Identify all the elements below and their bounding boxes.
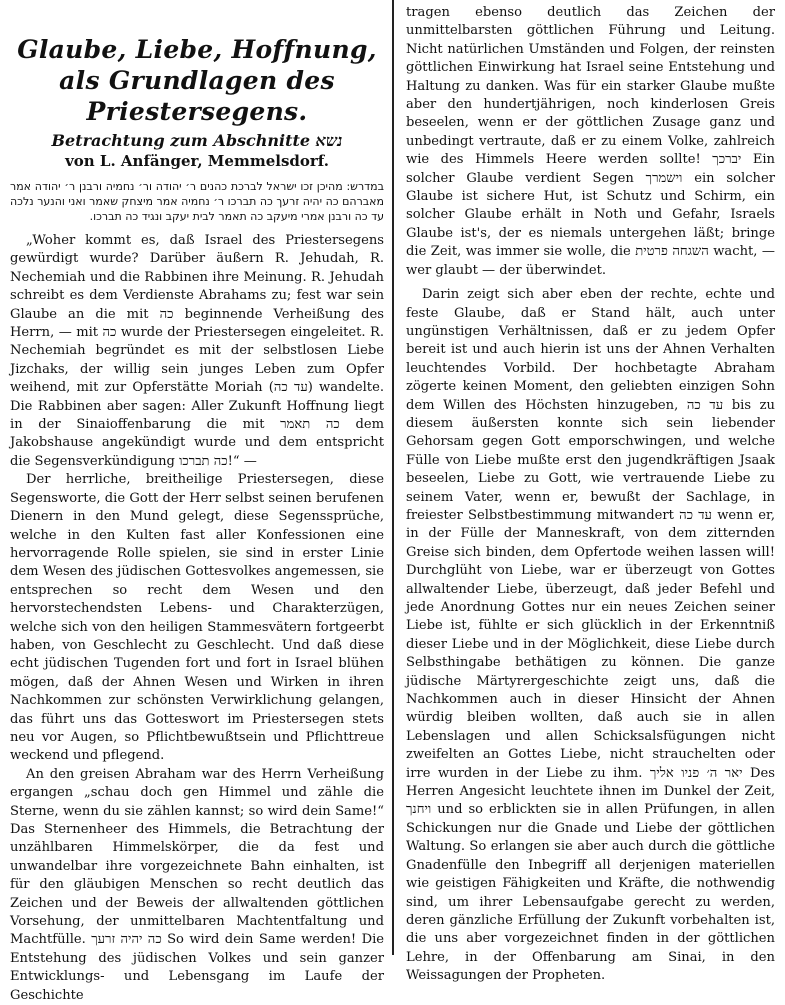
article-subtitle: Betrachtung zum Abschnitte נשא <box>51 131 343 150</box>
article-title <box>10 34 384 127</box>
title-line-1: Glaube, Liebe, Hoffnung, <box>17 35 377 64</box>
hebrew-midrash-quote: במדרש: מהיכן זכו ישראל לברכת כהנים ר׳ יהודה ור׳ נחמיה ורבנן ר׳ יהודה אמר מאברהם כה יהיה זרעך כה תברכו ר׳ נחמיה אמר מיצחק שאמר ואני והנער נלכה עד כה ורבנן אמרי מיעקב כה תאמר לבית יעקב ונגיד כה תברכו. <box>10 180 384 223</box>
paragraph: Der herrliche, breitheilige Priestersegen, diese Segensworte, die Gott der Herr selbst seinen berufenen Dienern in den Mund gelegt, diese Segenssprüche, welche in den Kulten fast aller Konfessionen eine hervorragende Rolle spielen, sie sind in erster Linie dem Wesen des jüdischen Gottesvolkes angemessen, sie entsprechen so recht dem Wesen und den hervorstechendsten Lebens- und Charakterzügen, welche sich von den heiligen Stammesvätern fortgeerbt haben, von Geschlecht zu Geschlecht. Und daß diese echt jüdischen Tugenden fort und fort in Israel blühen mögen, daß der Ahnen Wesen und Wirken in ihren Nachkommen zur schönsten Verwirklichung gelangen, das führt uns das Gotteswort im Priestersegen stets neu vor Augen, so Pflichtbewußtsein und Pflichttreue weckend und pflegend. <box>10 472 384 764</box>
column-divider <box>392 0 394 955</box>
paragraph: „Woher kommt es, daß Israel des Priestersegens gewürdigt wurde? Darüber äußern R. Jehudah, R. Nechemiah und die Rabbinen ihre Meinung. R. Jehudah schreibt es dem Verdienste Abrahams zu; fest war sein Glaube an die mit כה beginnende Verheißung des Herrn, — mit כה wurde der Priestersegen eingeleitet. R. Nechemiah begründet es mit der selbstlosen Liebe Jizchaks, der willig sein junges Leben zum Opfer weihend, mit zur Opferstätte Moriah (עד כה) wandelte. Die Rabbinen aber sagen: Aller Zukunft Hoffnung liegt in der Sinaioffenbarung die mit כה תאמר dem Jakobshause angekündigt wurde und dem entspricht die Segensverkündigung כה תברכו!“ — <box>10 233 385 469</box>
paragraph: tragen ebenso deutlich das Zeichen der unmittelbarsten göttlichen Führung und Leitung. Nicht natürlichen Umständen und Folgen, der reinsten göttlichen Einwirkung hat Israel seine Entstehung und Haltung zu danken. Was für ein starker Glaube mußte aber den hundertjährigen, noch kinderlosen Greis beseelen, wenn er der göttlichen Zusage ganz und unbedingt vertraute, daß er zu einem Volke, zahlreich wie des Himmels Heere werden sollte! יברכך Ein solcher Glaube verdient Segen וישמרך ein solcher Glaube ist sichere Hut, ist Schutz und Schirm, ein solcher Glaube erhält in Noth und Gefahr, Israels Glaube ist's, der es niemals untergehen läßt; bringe die Zeit, was immer sie wolle, die השגחה פרטית wacht, — wer glaubt — der überwindet. <box>406 5 776 278</box>
paragraph: An den greisen Abraham war des Herrn Verheißung ergangen „schau doch gen Himmel und zähle die Sterne, wenn du sie zählen kannst; so wird dein Same!“ Das Sternenheer des Himmels, die Betrachtung der unzählbaren Himmelskörper, die da fest und unwandelbar ihre vorgezeichnete Bahn einhalten, ist für den gläubigen Menschen so recht deutlich das Zeichen und der Beweis der allwaltenden göttlichen Vorsehung, der unmittelbaren Machtentfaltung und Machtfülle. כה יהיה זרעך So wird dein Same werden! Die Entstehung des jüdischen Volkes und sein ganzer Entwicklungs- und Lebensgang im Laufe der Geschichte <box>10 766 384 1003</box>
right-column <box>398 4 779 984</box>
article-byline: von L. Anfänger, Memmelsdorf. <box>65 152 329 170</box>
left-column <box>6 4 390 1003</box>
paragraph: Darin zeigt sich aber eben der rechte, echte und feste Glaube, daß er Stand hält, auch unter ungünstigen Verhältnissen, daß er zu jedem Opfer bereit ist und auch hierin ist uns der Ahnen Verhalten leuchtendes Vorbild. Der hochbetagte Abraham zögerte keinen Moment, den geliebten einzigen Sohn dem Willen des Höchsten hinzugeben, עד כה bis zu diesem äußersten konnte sich sein liebender Gehorsam gegen Gott emporschwingen, und welche Fülle von Liebe mußte erst den jugendkräftigen Jsaak beseelen, Liebe zu Gott, wie vertrauende Liebe zu seinem Vater, wenn er, bewußt der Sachlage, in freiester Selbstbestimmung mitwandert עד כה wenn er, in der Fülle der Manneskraft, von dem zitternden Greise sich binden, dem Opfertode weihen lassen will! Durchglüht von Liebe, war er überzeugt von Gottes allwaltender Liebe, überzeugt, daß jeder Befehl und jede Anordnung Gottes nur ein neues Zeichen seiner Liebe ist, fühlte er sich glücklich in der Erkenntniß dieser Liebe und in der Möglichkeit, diese Liebe durch Selbsthingabe bethätigen zu können. Die ganze jüdische Märtyrergeschichte zeigt uns, daß die Nachkommen auch in dieser Hinsicht der Ahnen würdig bleiben wollten, daß auch sie in allen Lebenslagen und allen Schicksalsfügungen nicht zweifelten an Gottes Liebe, nicht strauchelten oder irre wurden in der Liebe zu ihm. יאר ה׳ פניו אליך Des Herren Angesicht leuchtete ihnen im Dunkel der Zeit, ויחנך und so erblickten sie in allen Prüfungen, in allen Schickungen nur die Gnade und Liebe der göttlichen Waltung. So erlangen sie aber auch durch die göttliche Gnadenfülle den Inbegriff all derjenigen materiellen wie geistigen Fähigkeiten und Kräfte, die nothwendig sind, um ihrer Lebensaufgabe gerecht zu werden, deren gänzliche Erfüllung der Zukunft vorbehalten ist, die uns aber vorgezeichnet finden in der göttlichen Lehre, in der Offenbarung am Sinai, in den Weissagungen der Propheten. <box>406 287 776 984</box>
title-line-2: als Grundlagen des Priestersegens. <box>59 66 335 126</box>
